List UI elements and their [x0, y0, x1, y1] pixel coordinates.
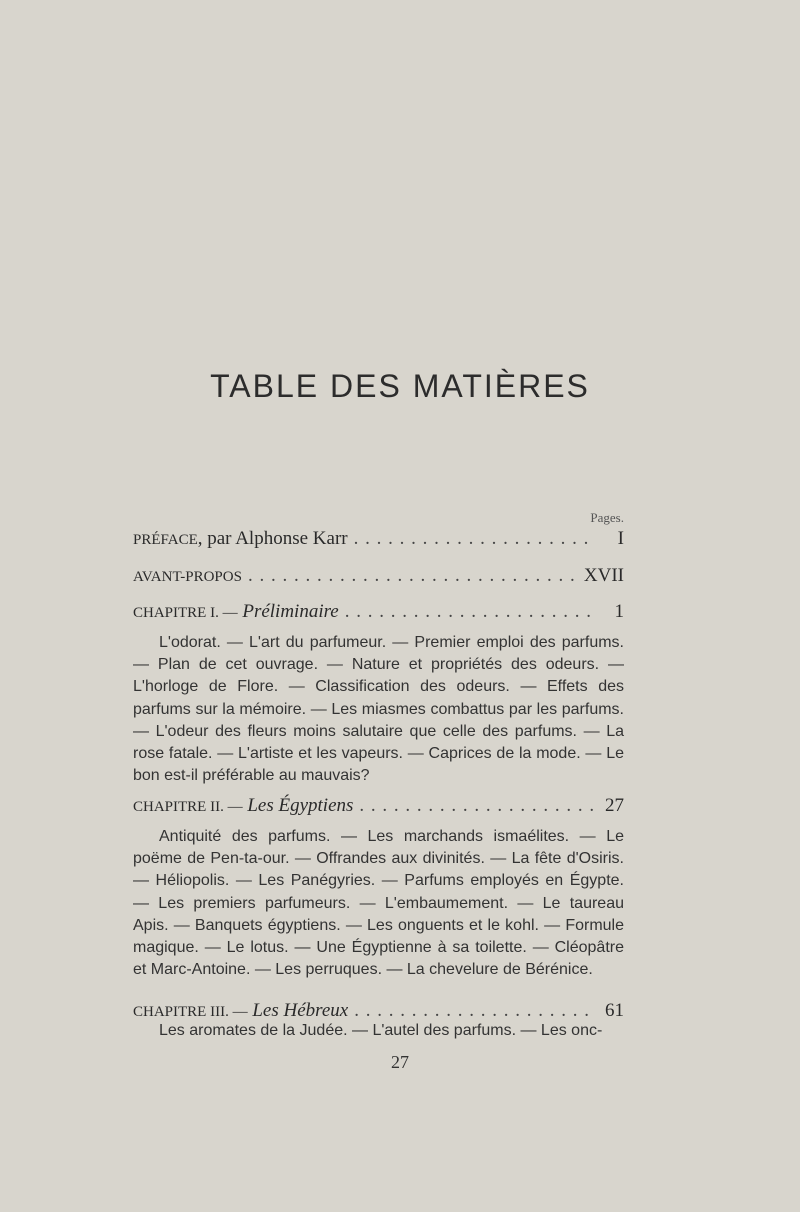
toc-entry-label: CHAPITRE II. — Les Égyptiens	[133, 795, 354, 816]
dot-leader	[359, 795, 594, 817]
toc-page-number: I	[617, 528, 624, 549]
toc-entry-label: AVANT-PROPOS	[133, 569, 242, 585]
dot-leader	[248, 565, 578, 587]
page-title: TABLE DES MATIÈRES	[210, 368, 590, 404]
toc-entry-chapter-2	[133, 795, 624, 817]
toc-page-number: XVII	[583, 565, 624, 586]
dot-leader	[354, 528, 594, 550]
pages-column-label: Pages.	[590, 510, 624, 525]
toc-entry-chapter-3	[133, 1000, 624, 1022]
toc-page-number: 27	[605, 795, 624, 816]
toc-entry-avant-propos	[133, 565, 624, 587]
dot-leader	[354, 1000, 594, 1022]
toc-entry-label: CHAPITRE I. — Préliminaire	[133, 601, 339, 622]
toc-entry-chapter-1	[133, 601, 624, 623]
chapter-3-summary: Les aromates de la Judée. — L'autel des parfums. — Les onc-	[159, 1022, 603, 1039]
toc-entry-label: CHAPITRE III. — Les Hébreux	[133, 1000, 349, 1021]
toc-entry-label: PRÉFACE, par Alphonse Karr	[133, 528, 348, 549]
chapter-2-summary: Antiquité des parfums. — Les marchands ismaélites. — Le poëme de Pen-ta-our. — Offrandes aux divinités. — La fête d'Osiris. — Héliopolis. — Les Panégyries. — Parfums employés en Égypte. — Les premiers parfumeurs. — L'embaumement. — Le taureau Apis. — Banquets égyptiens. — Les onguents et le kohl. — Formule magique. — Le lotus. — Une Égyptienne à sa toilette. — Cléopâtre et Marc-Antoine. — Les perruques. — La chevelure de Bérénice.	[133, 828, 624, 979]
dot-leader	[345, 601, 594, 623]
toc-page-number: 61	[605, 1000, 624, 1021]
page-number: 27	[391, 1052, 409, 1072]
chapter-1-summary: L'odorat. — L'art du parfumeur. — Premier emploi des parfums. — Plan de cet ouvrage. — Nature et propriétés des odeurs. — L'horloge de Flore. — Classification des odeurs. — Effets des parfums sur la mémoire. — Les miasmes combattus par les parfums. — L'odeur des fleurs moins salutaire que celle des parfums. — La rose fatale. — L'artiste et les vapeurs. — Caprices de la mode. — Le bon est-il préférable au mauvais?	[133, 634, 624, 785]
toc-entry-preface	[133, 528, 624, 550]
toc-page-number: 1	[614, 601, 624, 622]
